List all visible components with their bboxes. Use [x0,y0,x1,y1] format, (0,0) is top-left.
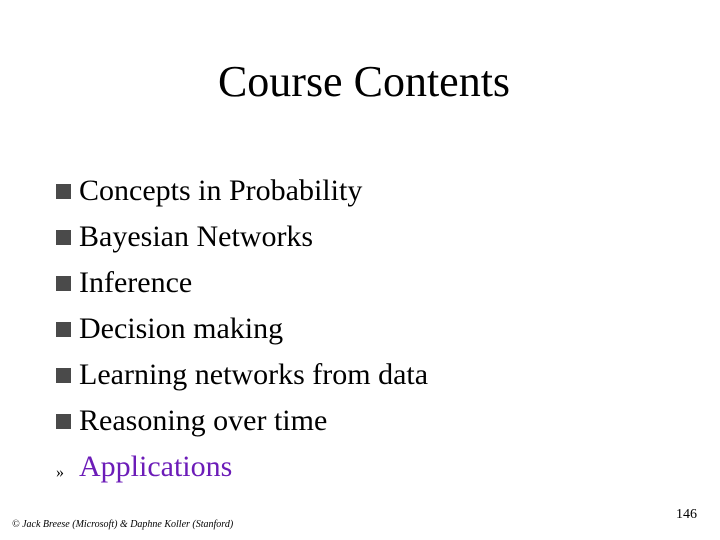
slide-title: Course Contents [217,57,511,106]
square-bullet-icon [56,230,71,245]
square-bullet-icon [56,322,71,337]
list-item-label: Learning networks from data [79,358,429,391]
square-bullet-icon [56,276,71,291]
list-item-label: Bayesian Networks [79,220,314,253]
list-item-label: Inference [79,266,193,299]
list-item-label: Concepts in Probability [79,174,363,207]
square-bullet-icon [56,414,71,429]
chevron-bullet-icon: » [56,464,64,481]
list-item-label-current: Applications [79,450,233,483]
page-number: 146 [676,507,697,522]
list-item-label: Decision making [79,312,284,345]
list-item-label: Reasoning over time [79,404,328,437]
square-bullet-icon [56,368,71,383]
square-bullet-icon [56,184,71,199]
footer-credit: © Jack Breese (Microsoft) & Daphne Koller (Stanford) [12,519,234,530]
